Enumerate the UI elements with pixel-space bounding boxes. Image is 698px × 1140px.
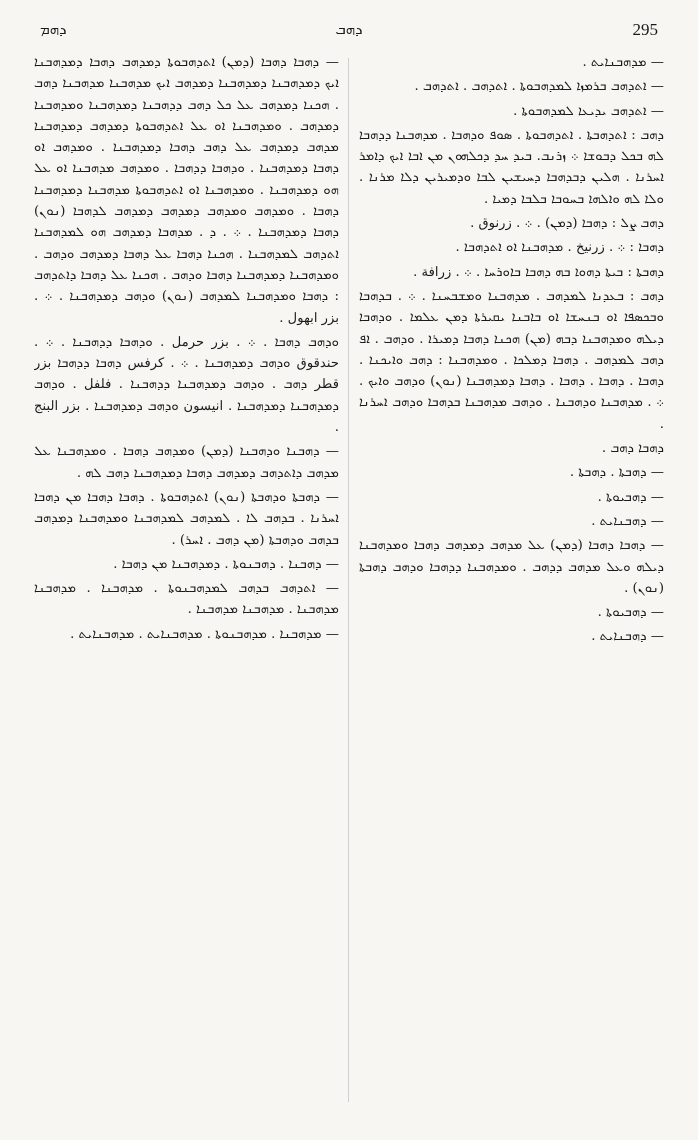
dictionary-entry: ܕܗܒܐ : ܀ . زرنيخ . ܡܕܗܒܢܐ ܐܘ ܐܬܕܗܒܐ . [455,240,664,256]
dictionary-entry: — ܡܕܗܒܢܐܝܬ . [582,55,664,70]
column-divider [348,58,349,1102]
dictionary-entry: — ܕܗܒܝܘܬܐ . [597,489,664,505]
dictionary-entry: ܕܗܒܐ ܕܗܒ . [601,441,664,457]
dictionary-entry: ܕܗܒ ܨܠ : ܕܗܒܐ (ܕܡܢ) . ܀ . زرنوق . [470,216,664,232]
dictionary-entry: — ܐܬܕܗܒ ܒܪܡܙܐ ܠܡܕܗܒܘܬܐ . ܐܬܕܗܒ . ܐܬܕܗܒ . [414,79,664,95]
dictionary-entry: — ܕܗܒܬܐ . ܕܗܒܬܐ . [569,465,664,481]
left-column [34,52,339,1110]
dictionary-entry: — ܕܗܒܢܐܝܬ . [591,629,664,645]
dictionary-entry: — ܐܬܕܗܒ ܒܕܗܒ ܠܡܕܗܒܢܘܬܐ . ܡܕܗܒܢܐ . ܡܕܗܒܢܐ ܡܕܗܒܢܐ . ܡܕܗܒܢܐ ܡܕܗܒܢܐ . [34,581,339,618]
header-center-guide-word: ܕܗܒ [335,20,363,38]
running-header [40,20,658,48]
dictionary-entry: — ܕܗܒܐ ܕܗܒܐ (ܕܡܢ) ܐܬܕܗܒܘܬܐ ܕܡܕܗܒ ܕܗܒܐ ܕܡܕܗܒܢܐ ܐܝܟ ܕܡܕܗܒܢܐ ܕܡܕܗܒܢܐ ܕܡܕܗܒ ܐܝܟ ܡܕܗܒܢܐ ܡܕܗܒܢܐ ܕܗܒ . ܗܟܢܐ ܕܡܕܗܒ ܥܠ ܟܠ ܕܗܒ ܕܕܗܒܢܐ ܕܡܕܗܒܢܐ ܘܡܕܗܒܢܐ ܕܡܕܗܒ . ܘܡܕܗܒܢܐ ܐܘ ܥܠ ܐܬܕܗܒܘܬܐ ܕܡܕܗܒ ܕܡܕܗܒܢܐ ܡܕܗܒ ܕܡܕܗܒ ܥܠ ܕܗܒ ܕܗܒܐ ܕܡܕܗܒܢܐ . ܘܡܕܗܒ ܐܘ ܕܗܒܐ ܕܡܕܗܒܢܐ . ܘܕܗܒܐ ܕܕܗܒܐ . ܘܡܕܗܒ ܡܕܗܒܢܐ ܐܘ ܥܠ ܗܘ ܕܡܕܗܒܢܐ . ܘܡܕܗܒܢܐ ܐܘ ܐܬܕܗܒܘܬܐ ܡܕܗܒܢܐ ܕܡܕܗܒܢܐ ܕܗܒܐ . ܘܡܕܗܒ ܘܡܕܗܒ ܕܡܕܗܒ ܕܡܕܗܒ ܠܕܗܒܐ (ܢܘܢ) ܕܗܒܐ ܕܡܕܗܒܢܐ . ܀ . ܕ . ܡܕܗܒܐ ܕܡܕܗܒ ܗܘ ܠܡܕܗܒܢܐ ܐܬܕܗܒ ܠܡܕܗܒܢܐ . ܗܟܢܐ ܕܗܒܐ ܥܠ ܕܗܒܐ ܕܡܕܗܒ ܘܕܗܒ . ܘܡܕܗܒܢܐ ܕܡܕܗܒܢܐ ܕܗܒܐ ܘܕܗܒ . ܗܟܢܐ ܥܠ ܕܗܒܐ ܕܐܬܕܗܒ : ܕܗܒܐ ܘܡܕܗܒܢܐ ܠܡܕܗܒ (ܢܘܢ) ܘܕܗܒ ܕܡܕܗܒܢܐ . ܀ . بزر ابهول . [34,55,339,326]
dictionary-entry: — ܕܗܒܢܐ ܘܕܗܒܢܐ (ܕܡܢ) ܘܡܕܗܒ ܕܗܒܐ . ܘܡܕܗܒܢܐ ܥܠ ܡܕܗܒ ܕܐܬܕܗܒ ܕܡܕܗܒ ܕܗܒܐ ܕܡܕܗܒܢܐ ܕܗܒ ܠܗ . [34,444,339,481]
dictionary-entry: — ܕܗܒܬܐ ܘܕܗܒܬܐ (ܢܘܢ) ܐܬܕܗܒܘܬܐ . ܕܗܒܐ ܕܗܒܐ ܡܢ ܕܗܒܐ ܐܚܪܢܐ . ܒܕܗܒ ܠܐ . ܠܡܕܗܒ ܠܡܕܗܒܢܐ ܘܡܕܗܒܢܐ ܕܡܕܗܒ ܒܕܗܒ ܘܕܗܒܬܐ (ܡܢ ܕܗܒ . ܐܚܪ) . [34,489,339,548]
dictionary-entry: — ܡܕܗܒܢܐ . ܡܕܗܒܢܘܬܐ . ܡܕܗܒܢܐܝܬ . ܡܕܗܒܢܐܝܬ . [70,626,339,642]
text-columns [34,52,664,1110]
right-column [359,52,664,1110]
dictionary-entry: ܕܗܒ : ܒܥܕܢܐ ܠܡܕܗܒ . ܡܕܗܒܢܐ ܘܡܫܒܚܢܐ . ܀ . ܒܕܗܒܐ ܘܒܟܣܦܐ ܐܘ ܒܢܚܫܐ ܐܘ ܒܐܒܢܐ ܝܩܝܪܬܐ ܕܡܢ ܥܠܡܐ . ܘܕܗܒܐ ܕܝܠܗ ܘܡܕܗܒܢܐ ܕܒܗ (ܡܢ) ܗܟܢܐ ܕܗܒܐ ܕܡܝܪܐ . ܘܕܗܒ . ܐܦ ܕܗܒ ܠܡܕܗܒ . ܕܗܒܐ ܕܡܠܟܐ . ܘܡܕܗܒܢܐ : ܕܗܒ ܘܐܝܟܢܐ . ܕܗܒܐ . ܕܗܒܐ . ܕܗܒܐ . ܕܗܒܐ ܕܡܕܗܒܢܐ (ܢܘܢ) ܘܕܗܒ ܘܐܝܟ . ܀ . ܡܕܗܒܢܐ ܘܕܗܒܢܐ . ܘܕܗܒ ܡܕܗܒܢܐ ܒܕܗܒܐ ܘܕܗܒ ܐܚܪܢܐ . [359,288,664,432]
dictionary-entry: ܘܕܗܒ ܕܗܒܐ . ܀ . بزر حرمل . ܘܕܗܒܐ ܕܕܗܒܢܐ . ܀ . حندقوق ܘܕܗܒ ܕܡܕܗܒܢܐ . ܀ . كرفس ܕܗܒܐ ܕܕܗܒܐ بزر قطر ܕܗܒ . ܘܕܗܒ ܕܡܕܗܒܢܐ ܕܕܗܒܢܐ . فلفل . ܘܕܗܒ ܕܡܕܗܒܢܐ ܕܡܕܗܒܢܐ . انيسون ܘܕܗܒ ܕܡܕܗܒܢܐ . بزر البنج . [34,334,339,436]
dictionary-entry: — ܕܗܒܢܐܝܬ . [591,513,664,529]
dictionary-entry: ܕܗܒ : ܐܬܕܗܒܬܐ . ܐܬܕܗܒܘܬܐ . ܣܘܦ ܘܕܗܒܐ . ܡܕܗܒܢܐ ܕܕܗܒܐ ܠܗ ܒܟܠ ܕܒܘܫܐ ܀ ܙܪܢܒ. ܒܝܕ ܚܕ ܕܟܠܗܘܢ ܡܢ ܐܒܐ ܐܝܟ ܕܐܡܪ ܐܚܪܢܐ . ܗܠܝܢ ܕܒܕܗܒܐ ܕܚܝܫܝܢ ܠܒܐ ܘܕܡܝܪܝܢ ܕܠܐ ܡܪܢܐ . ܘܠܐ ܠܗ ܘܐܠܗܐ ܒܚܘܒܐ ܒܠܒܐ ܕܡܝܐ . [359,127,664,207]
dictionary-entry: — ܕܗܒܐ ܕܗܒܐ (ܕܡܢ) ܥܠ ܡܕܗܒ ܕܡܕܗܒ ܕܗܒܐ ܘܡܕܗܒܢܐ ܕܝܠܗ ܘܥܠ ܡܕܗܒ ܕܕܗܒ . ܘܡܕܗܒܢܐ ܕܕܗܒܐ ܘܕܗܒ ܕܗܒܬܐ (ܢܘܢ) . [359,538,664,596]
dictionary-entry: — ܐܬܕܗܒ ܝܕܝܥܐ ܠܡܕܗܒܘܬܐ . [513,103,664,119]
page-number: 295 [632,20,658,39]
dictionary-entry: — ܕܗܒܝܘܬܐ . [597,605,664,621]
dictionary-entry: — ܕܗܒܢܐ . ܕܗܒܢܘܬܐ . ܕܡܕܗܒܢܐ ܡܢ ܕܗܒܐ . [113,556,339,572]
dictionary-entry: ܕܗܒܬܐ : ܒܝܬܐ ܕܗܘܐ ܒܗ ܕܗܒܐ ܒܐܘܪܚܐ . ܀ . زرافة . [413,264,664,280]
header-left-guide-word: ܕܗܡ [40,20,67,38]
